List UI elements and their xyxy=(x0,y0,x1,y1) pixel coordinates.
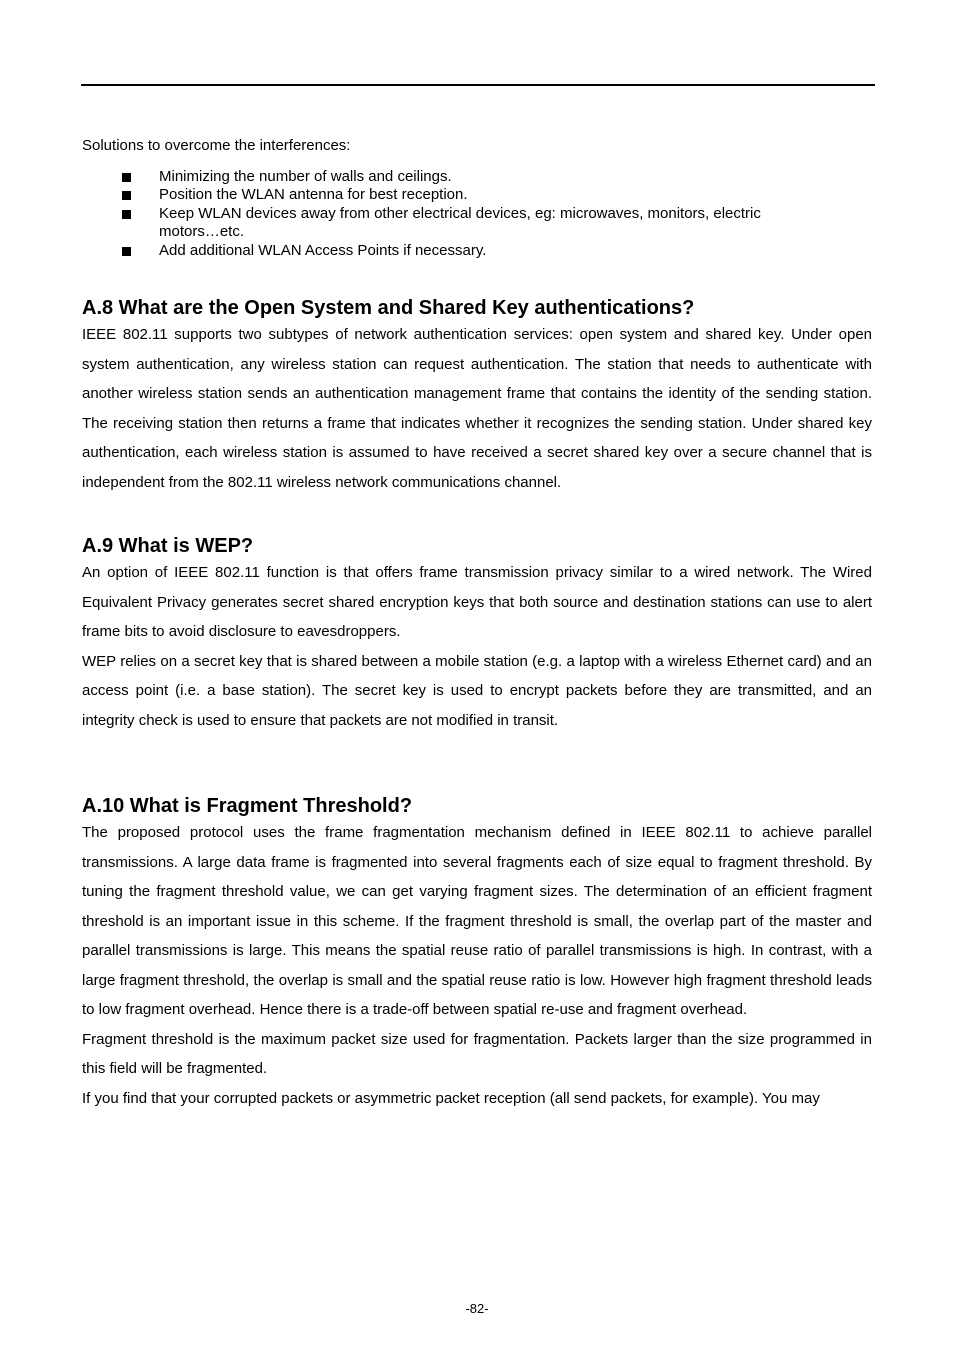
list-item xyxy=(82,168,809,186)
paragraph: An option of IEEE 802.11 function is that offers frame transmission privacy similar to a wired network. The Wired Equivalent Privacy generates secret shared encryption keys that both source and destination stations can use to alert frame bits to avoid disclosure to eavesdroppers. xyxy=(82,564,872,641)
list-item-text: Minimizing the number of walls and ceilings. xyxy=(159,168,452,185)
list-item-text: Add additional WLAN Access Points if necessary. xyxy=(159,241,487,259)
section-heading-a10: A.10 What is Fragment Threshold? xyxy=(82,795,413,818)
square-bullet-icon xyxy=(122,247,131,256)
paragraph: WEP relies on a secret key that is shared between a mobile station (e.g. a laptop with a wireless Ethernet card) and an access point (i.e. a base station). The secret key is used to encrypt packets before they are transmitted, and an integrity check is used to ensure that packets are not modified in transit. xyxy=(82,652,872,729)
page-content xyxy=(82,134,872,1113)
square-bullet-icon xyxy=(122,173,131,182)
header-rule xyxy=(81,84,875,86)
square-bullet-icon xyxy=(122,191,131,200)
section-heading-a9: A.9 What is WEP? xyxy=(82,535,254,558)
list-item-text: Keep WLAN devices away from other electrical devices, eg: microwaves, monitors, electric motors…etc. xyxy=(159,204,761,241)
square-bullet-icon xyxy=(122,210,131,219)
page-number: -82- xyxy=(465,1301,489,1316)
paragraph: The proposed protocol uses the frame fragmentation mechanism defined in IEEE 802.11 to achieve parallel transmissions. A large data frame is fragmented into several fragments each of size equal to fragment threshold. By tuning the fragment threshold value, we can get varying fragment sizes. The determination of an efficient fragment threshold is an important issue in this scheme. If the fragment threshold is small, the overlap part of the master and parallel transmissions is large. This means the spatial reuse ratio of parallel transmissions is high. In contrast, with a large fragment threshold, the overlap is small and the spatial reuse ratio is low. However high fragment threshold leads to low fragment overhead. Hence there is a trade-off between spatial re-use and fragment overhead. xyxy=(82,824,872,1019)
paragraph: Fragment threshold is the maximum packet size used for fragmentation. Packets larger than the size programmed in this field will be fragmented. xyxy=(82,1030,872,1078)
paragraph: IEEE 802.11 supports two subtypes of network authentication services: open system and shared key. Under open system authentication, any wireless station can request authentication. The station that needs to authenticate with another wireless station sends an authentication management frame that contains the identity of the sending station. The receiving station then returns a frame that indicates whether it recognizes the sending station. Under shared key authentication, each wireless station is assumed to have received a secret shared key over a secure channel that is independent from the 802.11 wireless network communications channel. xyxy=(82,326,872,491)
list-item-text: Position the WLAN antenna for best reception. xyxy=(159,186,468,204)
paragraph: If you find that your corrupted packets or asymmetric packet reception (all send packets, for example). You may xyxy=(82,1089,820,1107)
intro-text: Solutions to overcome the interferences: xyxy=(82,137,351,154)
list-item xyxy=(82,242,809,260)
bullet-list xyxy=(82,168,872,260)
list-item xyxy=(82,205,809,242)
section-heading-a8: A.8 What are the Open System and Shared Key authentications? xyxy=(82,297,695,320)
list-item xyxy=(82,186,809,204)
